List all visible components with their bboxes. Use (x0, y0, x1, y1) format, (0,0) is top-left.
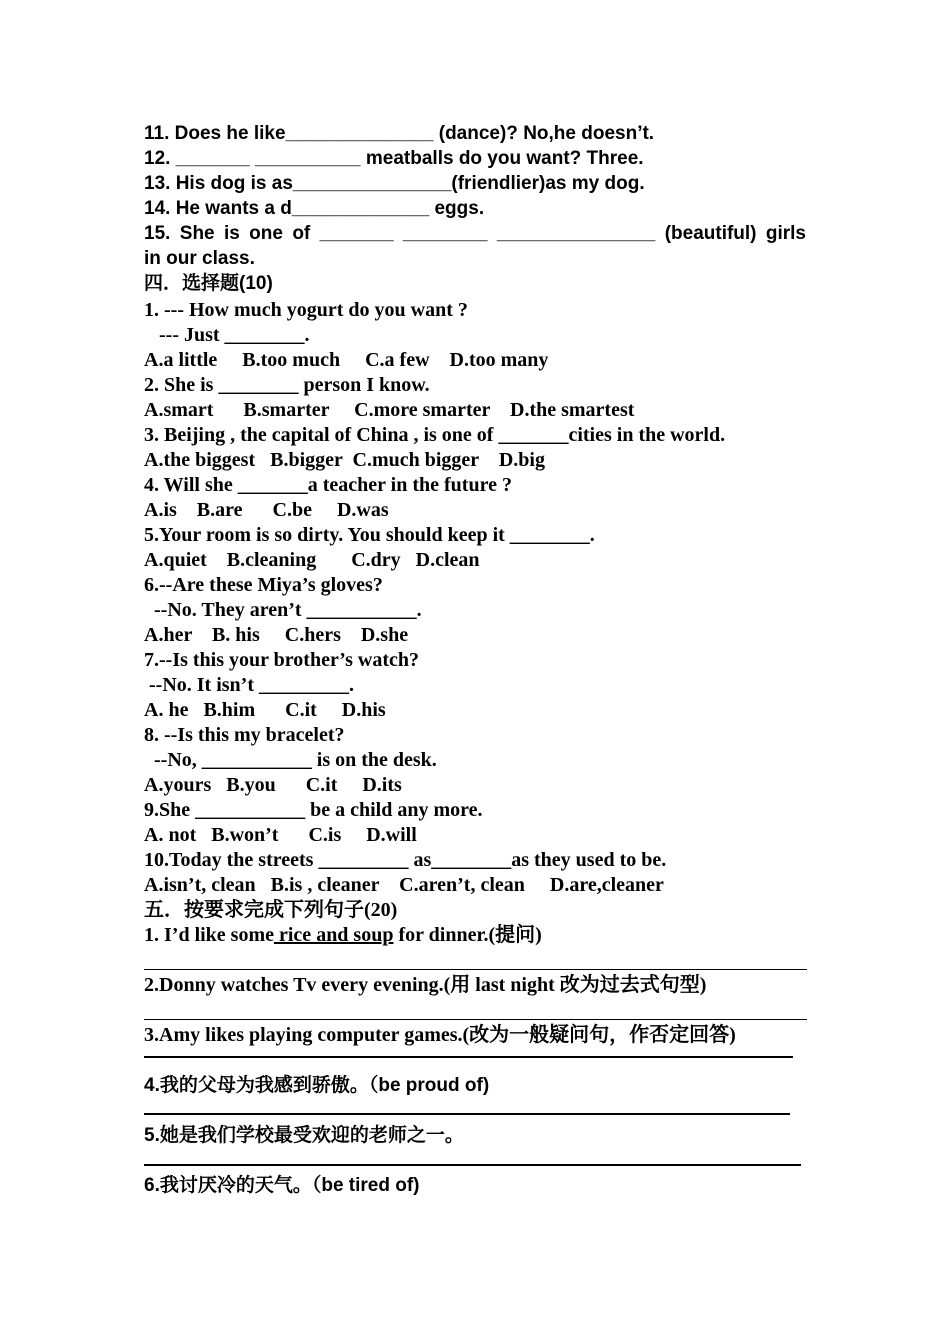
rewrite-sentence-1 (144, 923, 542, 948)
section-4-heading: 四．选择题(10) (144, 273, 273, 294)
mc-question-9: 9.She ___________ be a child any more. (144, 799, 483, 821)
translate-sentence-4: 4.我的父母为我感到骄傲。（be proud of) (144, 1075, 490, 1096)
rewrite-1-prefix: 1. I’d like some (144, 924, 274, 946)
mc-question-6-options: A.her B. his C.hers D.she (144, 624, 409, 646)
question-12: 12. _______ __________ meatballs do you want? Three. (144, 148, 644, 169)
mc-question-4-options: A.is B.are C.be D.was (144, 499, 389, 521)
mc-question-1-reply: --- Just ________. (144, 324, 310, 346)
mc-question-10: 10.Today the streets _________ as________as they used to be. (144, 849, 667, 871)
mc-question-3-options: A.the biggest B.bigger C.much bigger D.big (144, 449, 545, 471)
answer-line-5[interactable] (144, 1164, 801, 1166)
mc-question-6-reply: --No. They aren’t ___________. (144, 599, 422, 621)
mc-question-6: 6.--Are these Miya’s gloves? (144, 574, 383, 596)
mc-question-8: 8. --Is this my bracelet? (144, 724, 345, 746)
answer-line-4[interactable] (144, 1113, 790, 1115)
mc-question-7-options: A. he B.him C.it D.his (144, 699, 386, 721)
question-15-line2: in our class. (144, 248, 255, 269)
section-5-heading: 五．按要求完成下列句子(20) (144, 899, 398, 921)
rewrite-1-underlined-phrase: rice and soup (274, 924, 394, 946)
question-14: 14. He wants a d_____________ eggs. (144, 198, 485, 219)
mc-question-8-reply: --No, ___________ is on the desk. (144, 749, 437, 771)
translate-sentence-6: 6.我讨厌冷的天气。（be tired of) (144, 1175, 420, 1196)
rewrite-sentence-2: 2.Donny watches Tv every evening.(用 last night 改为过去式句型) (144, 974, 707, 996)
mc-question-7-reply: --No. It isn’t _________. (144, 674, 354, 696)
mc-question-10-options: A.isn’t, clean B.is , cleaner C.aren’t, clean D.are,cleaner (144, 874, 664, 896)
mc-question-7: 7.--Is this your brother’s watch? (144, 649, 419, 671)
translate-sentence-5: 5.她是我们学校最受欢迎的老师之一。 (144, 1125, 464, 1146)
mc-question-3: 3. Beijing , the capital of China , is one of _______cities in the world. (144, 424, 726, 446)
mc-question-1: 1. --- How much yogurt do you want ? (144, 299, 468, 321)
mc-question-2-options: A.smart B.smarter C.more smarter D.the smartest (144, 399, 635, 421)
mc-question-1-options: A.a little B.too much C.a few D.too many (144, 349, 549, 371)
rewrite-1-suffix: for dinner.(提问) (393, 924, 542, 946)
question-13: 13. His dog is as_______________(friendlier)as my dog. (144, 173, 645, 194)
mc-question-5: 5.Your room is so dirty. You should keep it ________. (144, 524, 595, 546)
answer-line-2[interactable] (144, 1019, 807, 1020)
question-11: 11. Does he like______________ (dance)? No,he doesn’t. (144, 123, 655, 144)
mc-question-8-options: A.yours B.you C.it D.its (144, 774, 402, 796)
answer-line-3[interactable] (144, 1056, 793, 1058)
question-15-line1: 15. She is one of _______ ________ _______________ (beautiful) girls (144, 223, 806, 244)
answer-line-1[interactable] (144, 969, 807, 970)
mc-question-9-options: A. not B.won’t C.is D.will (144, 824, 417, 846)
mc-question-4: 4. Will she _______a teacher in the future ? (144, 474, 512, 496)
rewrite-sentence-3: 3.Amy likes playing computer games.(改为一般疑问句，作否定回答) (144, 1024, 736, 1046)
mc-question-5-options: A.quiet B.cleaning C.dry D.clean (144, 549, 480, 571)
mc-question-2: 2. She is ________ person I know. (144, 374, 430, 396)
